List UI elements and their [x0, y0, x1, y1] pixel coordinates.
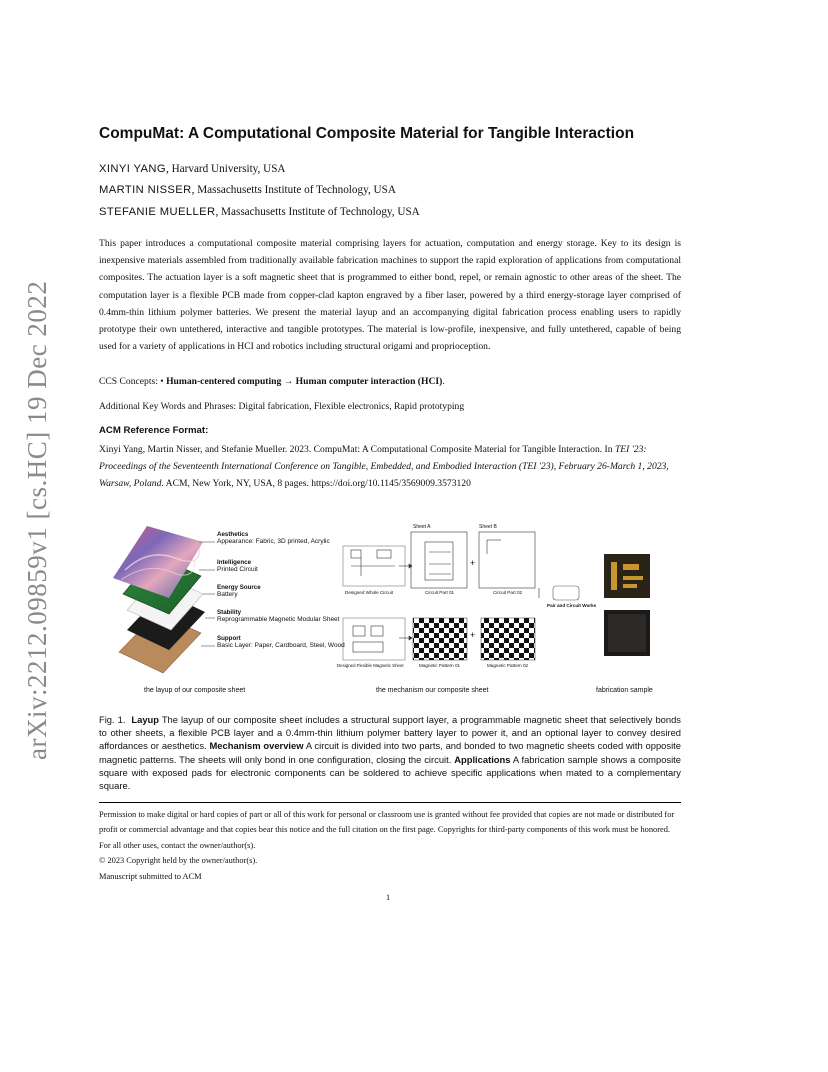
footnote [99, 807, 681, 884]
layer-stack [113, 526, 205, 673]
circuit-part-2-label: Circuit Part 02 [493, 590, 523, 595]
ccs-subconcept: Human computer interaction (HCI) [295, 376, 443, 387]
caption-fig-number: Fig. 1. [99, 714, 126, 725]
panel-label-mechanism: the mechanism our composite sheet [376, 687, 489, 694]
layer-title: Intelligence [217, 559, 252, 566]
author-line [99, 163, 286, 175]
sheet-b-label: Sheet B [479, 524, 497, 530]
designed-whole-circuit-label: Designed Whole Circuit [345, 590, 393, 595]
abstract: This paper introduces a computational composite material comprising layers for actuation, computation and energy storage. Key to its design is inexpensive materials assembled from traditionally available fabrication machines to support the rapid exploration of applications from computational composites. The actuation layer is a soft magnetic sheet that is programmed to either bond, repel, or remain agnostic to other areas of the sheet. The computation layer is a flexible PCB made from copper-clad kapton engraved by a fiber laser, powered by a third energy-storage layer comprised of 0.4mm-thin lithium polymer batteries. We present the material layup and an accompanying digital fabrication process enabling users to rapidly prototype their own untethered, interactive and tangible prototypes. The material is low-profile, inexpensive, and fully untethered, capable of being used for a variety of applications in HCI and robotics including structural origami and proprioception. [99, 238, 681, 353]
magnetic-pattern-2-label: Magnetic Pattern 02 [487, 663, 529, 668]
figure-1 [99, 518, 681, 703]
copyright-notice: © 2023 Copyright held by the owner/author(s). [99, 856, 258, 866]
author-line [99, 206, 420, 218]
layer-desc: Printed Circuit [217, 566, 258, 573]
reference-heading: ACM Reference Format: [99, 425, 209, 436]
magnetic-pattern-1-label: Magnetic Pattern 01 [419, 663, 461, 668]
caption-heading-mechanism: Mechanism overview [209, 740, 304, 752]
author-affiliation: , Massachusetts Institute of Technology, USA [215, 206, 420, 218]
layer-title: Stability [217, 609, 242, 616]
author-affiliation: , Harvard University, USA [166, 163, 286, 175]
layer-label-energy [217, 584, 261, 598]
caption-text: The layup of our composite sheet includes a structural support layer, a programmable magnetic sheet that selectively bonds to other sheets, a flexible PCB layer and a 0.4mm-thin lithium polymer battery layer to power it, and an optional layer to convey desired affordances or aesthetics. [99, 714, 681, 752]
layer-desc: Appearance: Fabric, 3D printed, Acrylic [217, 538, 330, 545]
panel-label-fabrication: fabrication sample [596, 687, 653, 694]
panel-label-layup: the layup of our composite sheet [144, 687, 246, 694]
pair-circuit-works-label: Pair and Circuit Works [547, 603, 597, 608]
layer-label-intelligence [217, 559, 258, 573]
caption-text: A circuit is divided into two parts, and bonded to two magnetic sheets coded with opposite magnetic patterns. The sheets will only bond in one configuration, closing the circuit. [99, 740, 681, 765]
plus-sign: + [470, 558, 476, 568]
layer-title: Aesthetics [217, 531, 249, 538]
paper-title: CompuMat: A Computational Composite Material for Tangible Interaction [99, 125, 635, 142]
plus-sign: + [470, 630, 476, 640]
circuit-part-1-label: Circuit Part 01 [425, 590, 455, 595]
manuscript-notice: Manuscript submitted to ACM [99, 871, 202, 881]
layer-title: Support [217, 635, 241, 642]
figure-caption [99, 713, 681, 792]
fabrication-photos [604, 554, 650, 656]
author-line [99, 184, 396, 196]
ccs-prefix: CCS Concepts: • [99, 376, 167, 387]
author-name: STEFANIE MUELLER [99, 206, 216, 218]
layer-title: Energy Source [217, 584, 261, 591]
author-affiliation: , Massachusetts Institute of Technology, USA [191, 184, 396, 196]
footnote-divider [99, 802, 681, 803]
layer-desc: Reprogrammable Magnetic Modular Sheet [217, 616, 340, 623]
caption-text: A fabrication sample shows a composite square with exposed pads for electronic components can be soldered to achieve specific applications when mated to a complementary square. [99, 753, 681, 792]
layer-desc: Basic Layer: Paper, Cardboard, Steel, Wood [217, 642, 345, 649]
reference-tail: . ACM, New York, NY, USA, 8 pages. https://doi.org/10.1145/3569009.3573120 [161, 478, 471, 490]
author-name: MARTIN NISSER [99, 184, 192, 196]
ccs-suffix: . [442, 376, 445, 387]
ccs-concepts [99, 376, 445, 387]
ccs-concept: Human-centered computing [166, 376, 282, 387]
magnetic-pattern-2 [481, 618, 535, 660]
permission-notice: Permission to make digital or hard copies of part or all of this work for personal or classroom use is granted without fee provided that copies are not made or distributed for profit or commercial advantage and that copies bear this notice and the full citation on the first page. Copyrights for third-party components of this work must be honored. For all other uses, contact the owner/author(s). [99, 810, 675, 850]
caption-heading-applications: Applications [454, 753, 511, 765]
keywords: Additional Key Words and Phrases: Digital fabrication, Flexible electronics, Rapid prototyping [99, 401, 465, 412]
ccs-arrow: → [281, 376, 296, 387]
author-name: XINYI YANG [99, 163, 166, 175]
reference-text [99, 441, 681, 493]
arxiv-stamp: arXiv:2212.09859v1 [cs.HC] 19 Dec 2022 [22, 280, 52, 760]
reference-authors-title: Xinyi Yang, Martin Nisser, and Stefanie Mueller. 2023. CompuMat: A Computational Composite Material for Tangible Interaction. In [99, 444, 615, 455]
magnetic-pattern-1 [413, 618, 467, 660]
designed-magnetic-sheet-label: Designed Flexible Magnetic Sheet [337, 663, 404, 668]
caption-heading-layup: Layup [131, 714, 160, 725]
layer-label-support [217, 635, 345, 649]
layer-desc: Battery [217, 591, 238, 598]
layer-label-stability [217, 609, 339, 623]
page-number: 1 [386, 893, 391, 902]
reference-venue: TEI '23: Proceedings of the Seventeenth International Conference on Tangible, Embedded, and Embodied Interaction (TEI '23), February 26-March 1, 2023, Warsaw, Poland [99, 444, 669, 490]
layer-label-aesthetics [217, 531, 330, 545]
sheet-a-label: Sheet A [413, 524, 431, 530]
figure-graphics [99, 518, 681, 703]
